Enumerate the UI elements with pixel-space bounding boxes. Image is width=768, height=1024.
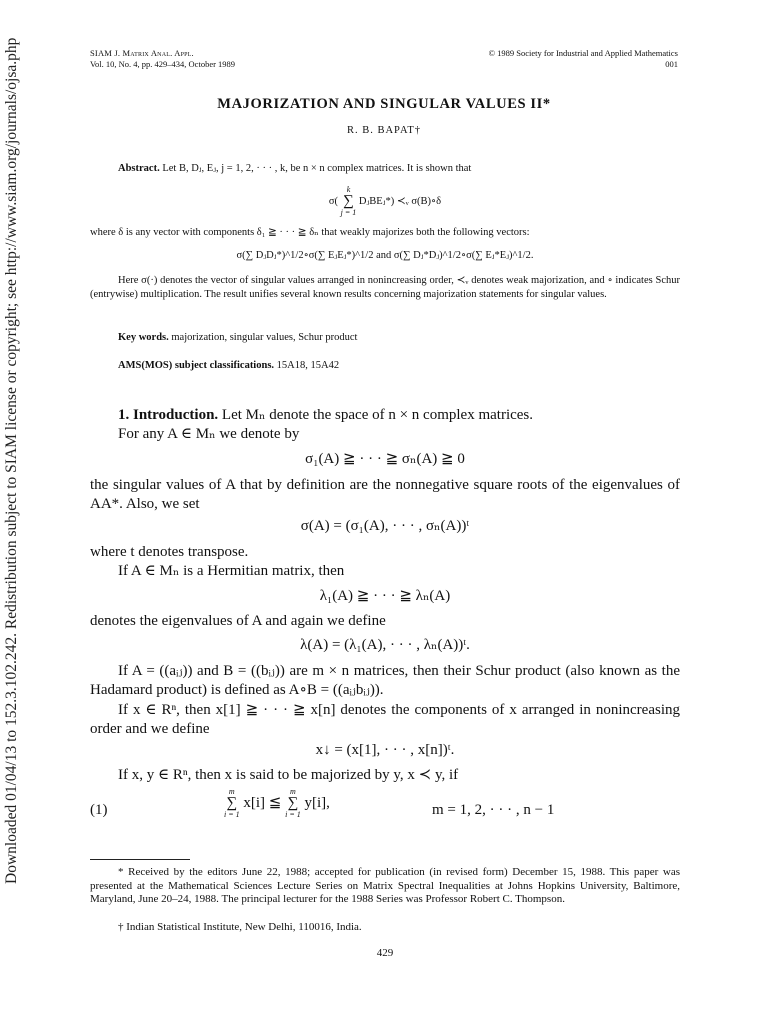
- body-p5: If A ∈ Mₙ is a Hermitian matrix, then: [118, 563, 345, 579]
- body-p6: denotes the eigenvalues of A and again we define: [90, 613, 386, 629]
- abstract-equation1: [90, 186, 680, 217]
- abstract-line1: [90, 162, 680, 176]
- paper-title: MAJORIZATION AND SINGULAR VALUES II*: [217, 96, 551, 112]
- equation-lambda-vector: λ(A) = (λ₁(A), · · · , λₙ(A))ᵗ.: [300, 637, 470, 653]
- equation-condition: m = 1, 2, · · · , n − 1: [432, 802, 555, 818]
- keywords: [90, 331, 680, 345]
- sigma-glyph: ∑: [343, 193, 354, 209]
- abstract-line2: where δ is any vector with components δ₁ ≧ · · · ≧ δₙ that weakly majorizes both the following vectors:: [90, 227, 530, 238]
- paper-author: R. B. BAPAT†: [346, 125, 422, 136]
- abstract-text1: Let B, Dⱼ, Eⱼ, j = 1, 2, · · · , k, be n × n complex matrices. It is shown that: [162, 163, 472, 174]
- equation-number: (1): [90, 802, 108, 818]
- journal-volume: Vol. 10, No. 4, pp. 429–434, October 1989: [90, 59, 236, 69]
- intro-line: [90, 406, 680, 425]
- equation-x-decreasing: x↓ = (x[1], · · · , x[n])ᵗ.: [315, 742, 455, 758]
- term-y: y[i],: [304, 794, 330, 811]
- footnote-rule: [90, 859, 190, 860]
- abstract-label: Abstract.: [118, 163, 160, 174]
- sum1-lower: i = 1: [224, 810, 240, 819]
- sum-symbol: [341, 186, 357, 217]
- intro-text: Let Mₙ denote the space of n × n complex matrices.: [221, 407, 534, 423]
- ams-text: 15A18, 15A42: [276, 360, 340, 371]
- sum-lower: j = 1: [340, 208, 357, 217]
- keywords-text: majorization, singular values, Schur product: [171, 332, 358, 343]
- body-p4: where t denotes transpose.: [90, 544, 249, 560]
- equation-sigma-vector: σ(A) = (σ₁(A), · · · , σₙ(A))ᵗ: [300, 518, 470, 534]
- article-code: 001: [665, 59, 678, 69]
- section-heading: 1. Introduction.: [118, 407, 219, 423]
- sum-symbol-1: [224, 788, 240, 819]
- journal-name: SIAM J. Matrix Anal. Appl.: [90, 48, 194, 58]
- sigma-glyph-2: ∑: [287, 795, 299, 811]
- equation-majorization: [224, 788, 330, 819]
- body-p7: If A = ((aᵢⱼ)) and B = ((bᵢⱼ)) are m × n matrices, then their Schur product (also known as the Hadamard product) is defined as A∘B = ((aᵢⱼbᵢⱼ)).: [90, 663, 680, 698]
- sigma-glyph-1: ∑: [226, 795, 238, 811]
- sum2-lower: i = 1: [285, 810, 301, 819]
- equation-singular-order: σ₁(A) ≧ · · · ≧ σₙ(A) ≧ 0: [305, 451, 465, 467]
- sum1-upper: m: [228, 787, 235, 796]
- footnote-received: * Received by the editors June 22, 1988; accepted for publication (in revised form) December 15, 1988. This paper was presented at the Mathematical Sciences Lecture Series on Matrix Spectral Inequalities at Johns Hopkins University, Baltimore, Maryland, June 20–24, 1988. The principal lecturer for the 1988 Series was Professor Robert C. Thompson.: [90, 866, 680, 905]
- body-p2: For any A ∈ Mₙ we denote by: [118, 426, 300, 442]
- abstract-paragraph2: Here σ(·) denotes the vector of singular values arranged in nonincreasing order, ≺ᵥ denotes weak majorization, and ∘ indicates Schur (entrywise) multiplication. The result unifies several known results concerning majorization statements for singular values.: [90, 275, 680, 300]
- body-p9: If x, y ∈ Rⁿ, then x is said to be majorized by y, x ≺ y, if: [118, 767, 459, 783]
- copyright-line: © 1989 Society for Industrial and Applied Mathematics: [488, 48, 678, 58]
- sum-upper: k: [346, 185, 351, 194]
- equation-eigen-order: λ₁(A) ≧ · · · ≧ λₙ(A): [319, 588, 451, 604]
- copyright-header: [489, 48, 678, 70]
- sum2-upper: m: [290, 787, 296, 796]
- page-number: 429: [376, 947, 394, 959]
- eq-right: DⱼBEⱼ*) ≺ᵥ σ(B)∘δ: [358, 195, 442, 207]
- ams-classification: [90, 359, 680, 373]
- sum-symbol-2: [285, 788, 301, 819]
- ams-label: AMS(MOS) subject classifications.: [118, 360, 275, 371]
- term-x: x[i] ≦: [243, 794, 282, 811]
- abstract-equation2: σ(∑ DⱼDⱼ*)^1/2∘σ(∑ EⱼEⱼ*)^1/2 and σ(∑ Dⱼ*Dⱼ)^1/2∘σ(∑ Eⱼ*Eⱼ)^1/2.: [236, 250, 534, 261]
- body-p8: If x ∈ Rⁿ, then x[1] ≧ · · · ≧ x[n] denotes the components of x arranged in nonincreasing order and we define: [90, 702, 680, 737]
- download-notice: Downloaded 01/04/13 to 152.3.102.242. Redistribution subject to SIAM license or copyright; see http://www.siam.org/journals/ojsa.php: [3, 37, 20, 884]
- eq-left: σ(: [328, 195, 339, 207]
- journal-header: [90, 48, 235, 70]
- footnote-affiliation: † Indian Statistical Institute, New Delhi, 110016, India.: [118, 921, 362, 933]
- keywords-label: Key words.: [118, 332, 169, 343]
- body-p3: the singular values of A that by definition are the nonnegative square roots of the eigenvalues of AA*. Also, we set: [90, 477, 680, 512]
